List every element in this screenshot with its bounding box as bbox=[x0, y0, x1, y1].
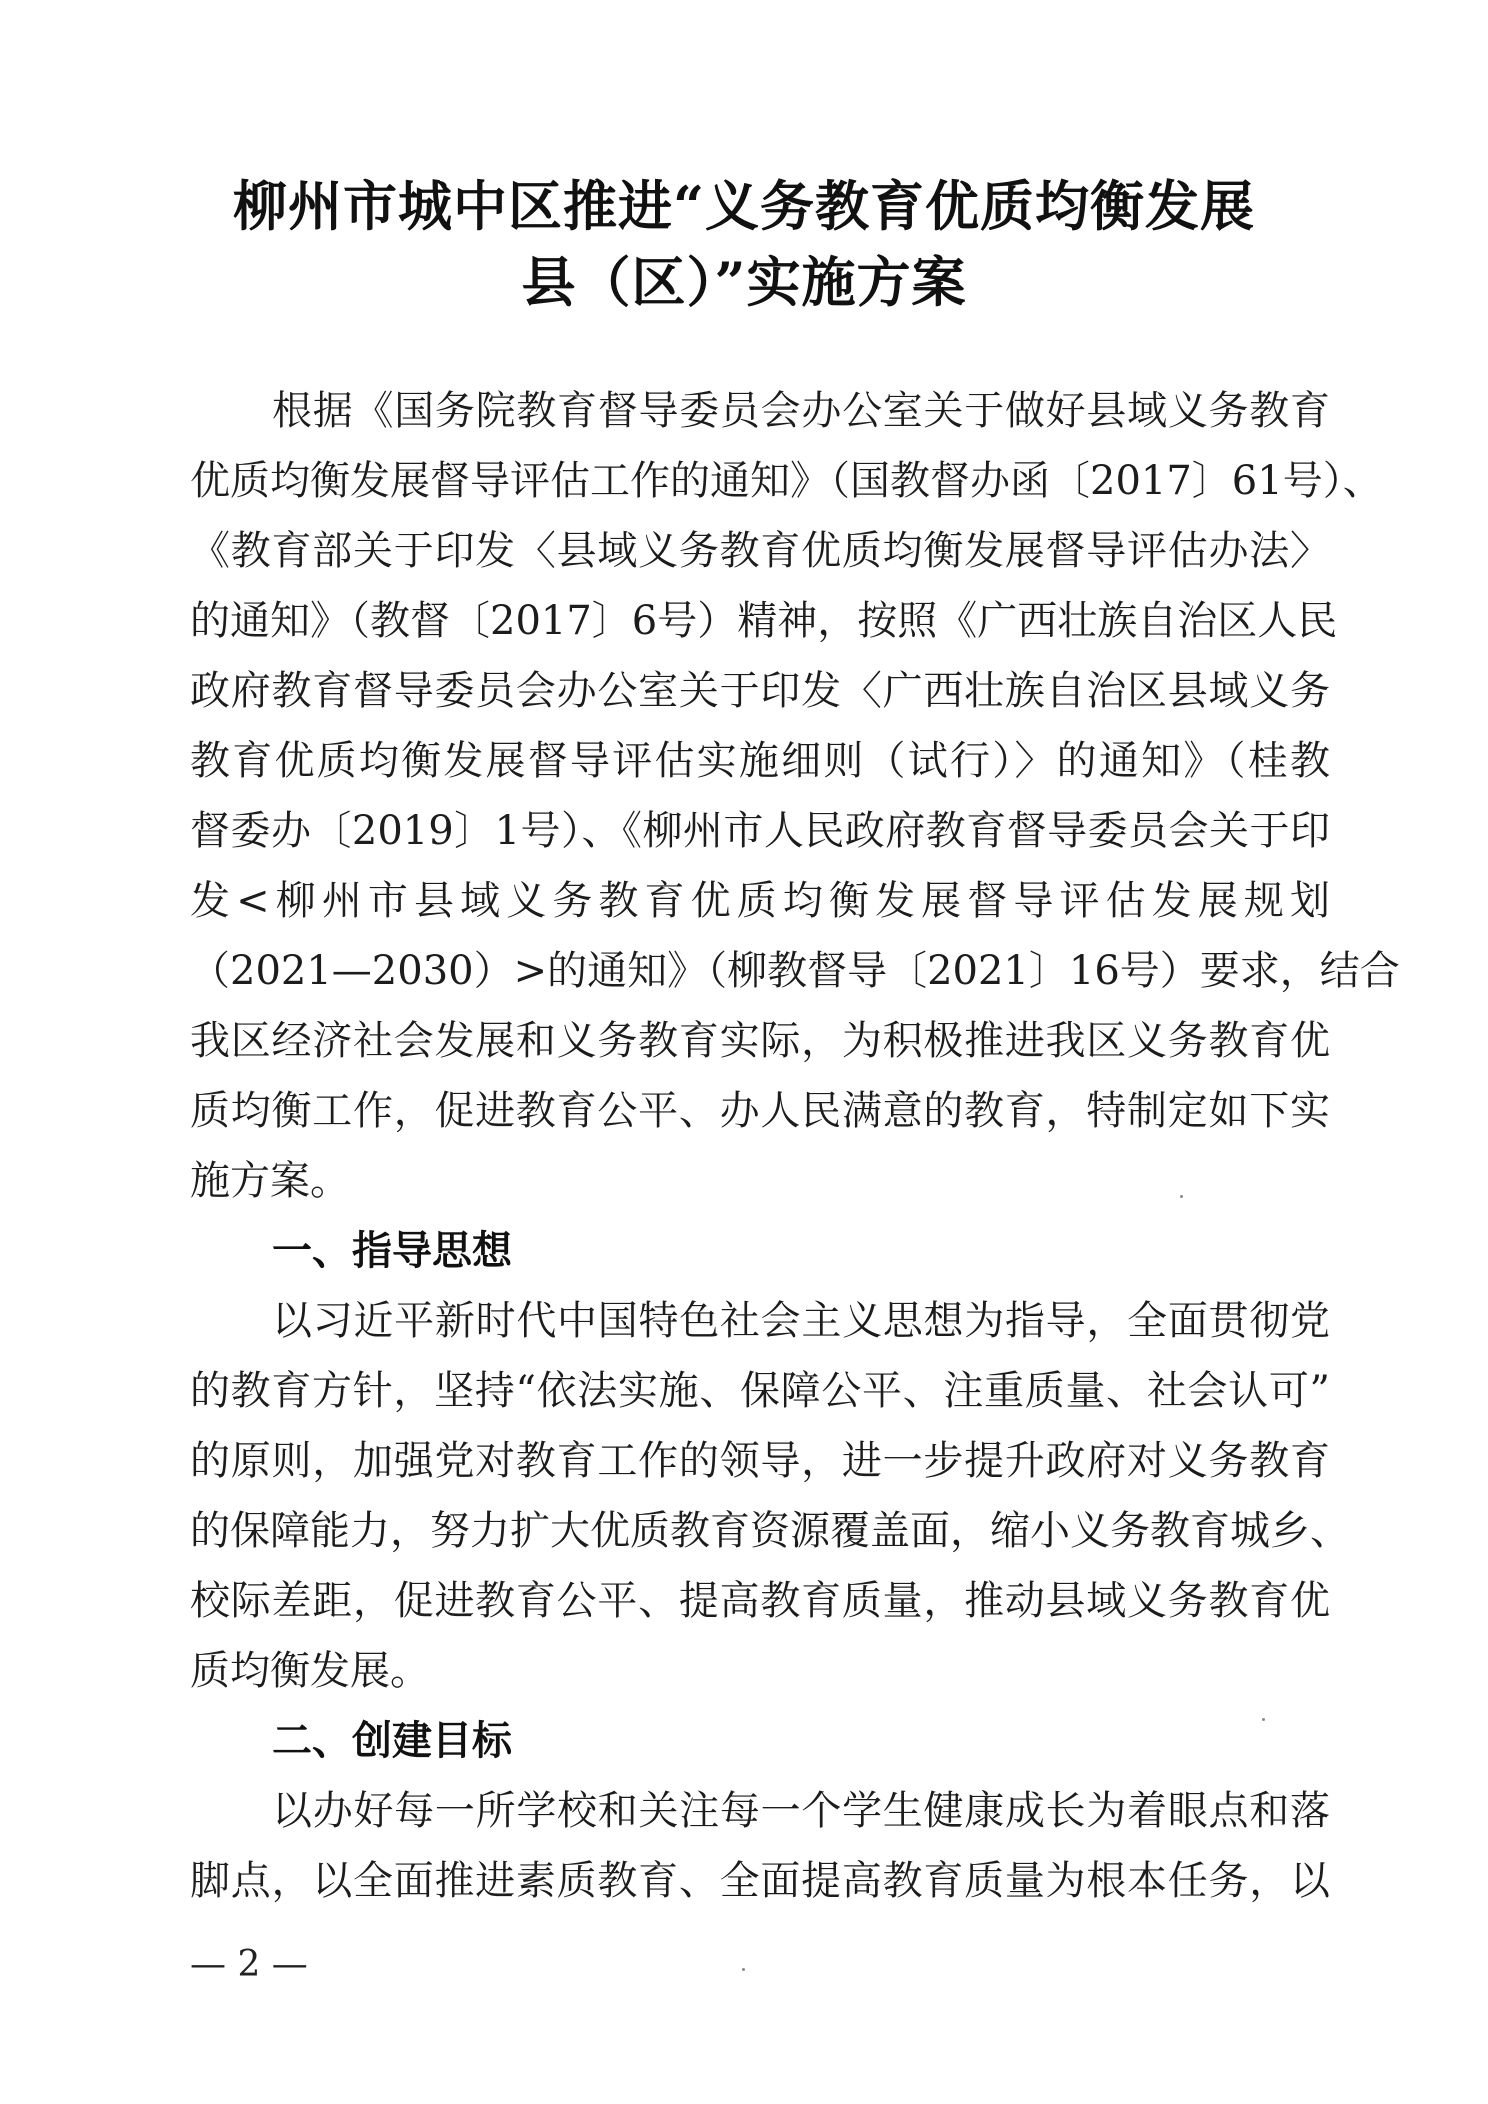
scan-speck bbox=[1180, 1195, 1183, 1198]
paragraph-line: 施方案。 bbox=[190, 1158, 350, 1204]
paragraph-line: 根据《国务院教育督导委员会办公室关于做好县域义务教育 bbox=[272, 388, 1330, 434]
paragraph-line: 的通知》（教督〔2017〕6号）精神，按照《广西壮族自治区人民 bbox=[190, 598, 1338, 644]
page-number: — 2 — bbox=[190, 1944, 308, 1985]
paragraph-line: 的教育方针，坚持“依法实施、保障公平、注重质量、社会认可” bbox=[190, 1368, 1330, 1414]
paragraph-line: 以习近平新时代中国特色社会主义思想为指导，全面贯彻党 bbox=[272, 1298, 1330, 1344]
paragraph-line: 质均衡发展。 bbox=[190, 1648, 430, 1694]
paragraph-line: 校际差距，促进教育公平、提高教育质量，推动县域义务教育优 bbox=[190, 1578, 1330, 1624]
document-title-line-2: 县（区）”实施方案 bbox=[521, 250, 967, 314]
paragraph-line: 我区经济社会发展和义务教育实际，为积极推进我区义务教育优 bbox=[190, 1018, 1330, 1064]
paragraph-line: 督委办〔2019〕1号）、《柳州市人民政府教育督导委员会关于印 bbox=[190, 808, 1330, 854]
paragraph-line: 脚点，以全面推进素质教育、全面提高教育质量为根本任务，以 bbox=[190, 1858, 1330, 1904]
scan-speck bbox=[742, 1968, 745, 1971]
paragraph-line: 优质均衡发展督导评估工作的通知》（国教督办函〔2017〕61号）、 bbox=[190, 458, 1383, 504]
paragraph-line: 发<柳州市县域义务教育优质均衡发展督导评估发展规划 bbox=[190, 878, 1330, 924]
section-heading-creation-goals: 二、创建目标 bbox=[272, 1718, 512, 1764]
paragraph-line: 教育优质均衡发展督导评估实施细则（试行）〉的通知》（桂教 bbox=[190, 738, 1330, 784]
paragraph-line: 的保障能力，努力扩大优质教育资源覆盖面，缩小义务教育城乡、 bbox=[190, 1508, 1350, 1554]
paragraph-line: 质均衡工作，促进教育公平、办人民满意的教育，特制定如下实 bbox=[190, 1088, 1330, 1134]
document-title-line-1: 柳州市城中区推进“义务教育优质均衡发展 bbox=[232, 174, 1256, 238]
paragraph-line: 的原则，加强党对教育工作的领导，进一步提升政府对义务教育 bbox=[190, 1438, 1330, 1484]
scan-speck bbox=[1262, 1718, 1265, 1721]
paragraph-line: 以办好每一所学校和关注每一个学生健康成长为着眼点和落 bbox=[272, 1788, 1330, 1834]
paragraph-line: （2021—2030）>的通知》（柳教督导〔2021〕16号）要求，结合 bbox=[190, 948, 1400, 994]
section-heading-guiding-ideology: 一、指导思想 bbox=[272, 1228, 512, 1274]
paragraph-line: 政府教育督导委员会办公室关于印发〈广西壮族自治区县域义务 bbox=[190, 668, 1330, 714]
paragraph-line: 《教育部关于印发〈县域义务教育优质均衡发展督导评估办法〉 bbox=[190, 528, 1330, 574]
